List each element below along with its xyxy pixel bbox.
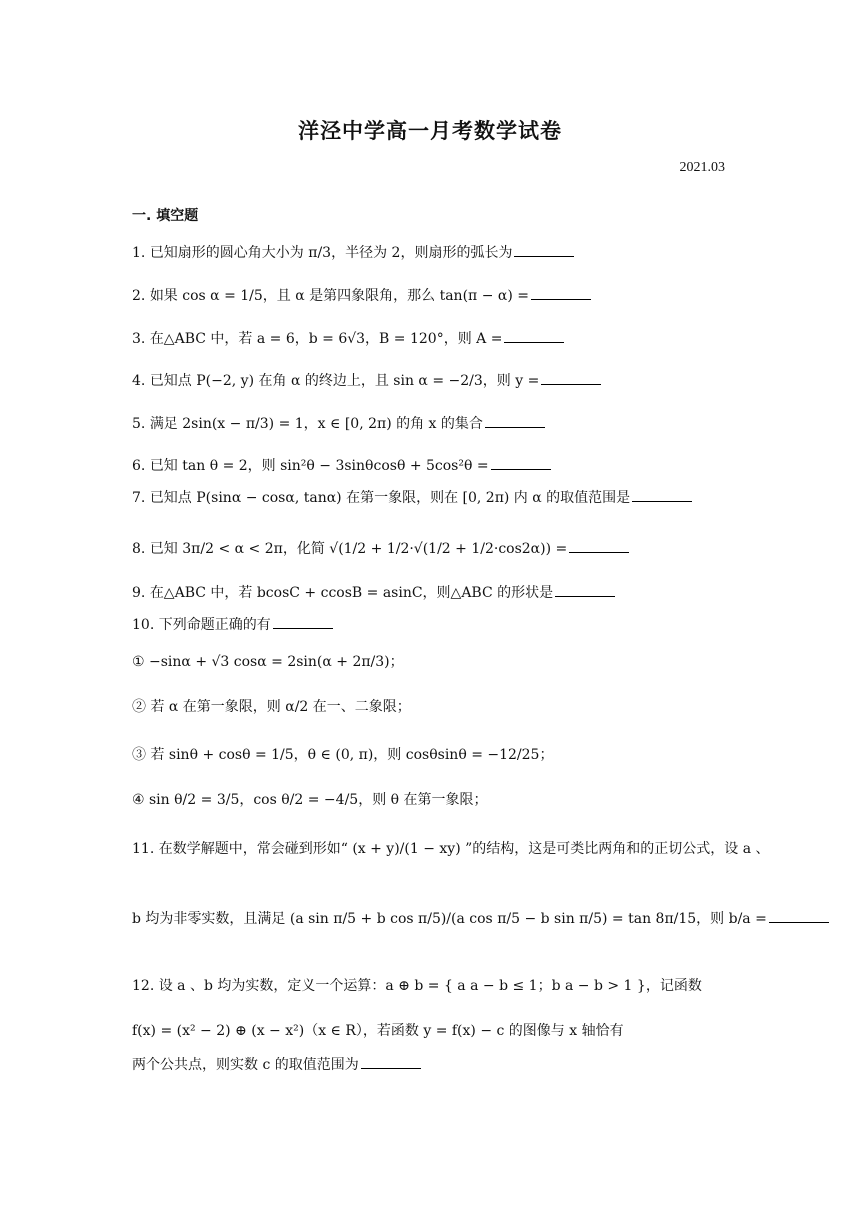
question-12-line-2: f(x) = (x² − 2) ⊕ (x − x²)（x ∈ R），若函数 y = f(x) − c 的图像与 x 轴恰有 [132, 1023, 624, 1039]
question-number: 10. [132, 617, 155, 633]
section-heading: 一. 填空题 [132, 208, 199, 224]
answer-blank [555, 582, 615, 597]
answer-blank [491, 455, 551, 470]
question-12-line-1: 12. 设 a 、b 均为实数，定义一个运算：a ⊕ b = { a a − b ≤ 1；b a − b > 1 }，记函数 [132, 978, 702, 994]
question-text: 在△ABC 中，若 a = 6，b = 6√3，B = 120°，则 A = [149, 331, 503, 347]
question-number: 4. [132, 373, 146, 389]
answer-blank [541, 370, 601, 385]
question-2 [132, 285, 591, 306]
question-1 [132, 242, 574, 263]
question-number: 1. [132, 245, 146, 261]
question-text: 如果 cos α = 1/5，且 α 是第四象限角，那么 tan(π − α) = [149, 288, 529, 304]
question-number: 7. [132, 490, 146, 506]
question-number: 5. [132, 416, 146, 432]
question-number: 8. [132, 541, 146, 557]
page-title: 洋泾中学高一月考数学试卷 [298, 119, 562, 143]
question-text: 已知 tan θ = 2，则 sin²θ − 3sinθcosθ + 5cos²θ = [149, 458, 489, 474]
question-11-line-1: 11. 在数学解题中，常会碰到形如“ (x + y)/(1 − xy) ”的结构，这是可类比两角和的正切公式，设 a 、 [132, 841, 770, 857]
question-6 [132, 455, 551, 476]
question-number: 6. [132, 458, 146, 474]
question-text: 两个公共点，则实数 c 的取值范围为 [132, 1057, 359, 1073]
question-text: 满足 2sin(x − π/3) = 1，x ∈ [0, 2π) 的角 x 的集合 [149, 416, 483, 432]
question-9 [132, 582, 615, 603]
answer-blank [769, 908, 829, 923]
question-4 [132, 370, 601, 391]
question-text: 下列命题正确的有 [158, 617, 271, 633]
option-4: ④ sin θ/2 = 3/5，cos θ/2 = −4/5，则 θ 在第一象限； [132, 792, 488, 808]
question-number: 3. [132, 331, 146, 347]
answer-blank [485, 413, 545, 428]
question-text: 已知点 P(−2, y) 在角 α 的终边上，且 sin α = −2/3，则 y = [149, 373, 540, 389]
answer-blank [514, 242, 574, 257]
question-12-line-3 [132, 1054, 421, 1074]
answer-blank [531, 285, 591, 300]
question-number: 9. [132, 585, 146, 601]
question-7 [132, 487, 692, 508]
question-8 [132, 538, 629, 559]
exam-date: 2021.03 [679, 160, 725, 175]
question-text: 已知 3π/2 < α < 2π，化简 √(1/2 + 1/2·√(1/2 + 1/2·cos2α)) = [149, 541, 568, 557]
question-text: 已知点 P(sinα − cosα, tanα) 在第一象限，则在 [0, 2π) 内 α 的取值范围是 [149, 490, 631, 506]
question-11-line-2 [132, 908, 829, 928]
answer-blank [632, 487, 692, 502]
answer-blank [569, 538, 629, 553]
question-3 [132, 328, 564, 349]
answer-blank [361, 1054, 421, 1069]
question-text: 已知扇形的圆心角大小为 π/3，半径为 2，则扇形的弧长为 [149, 245, 513, 261]
answer-blank [504, 328, 564, 343]
question-10 [132, 614, 333, 635]
question-number: 2. [132, 288, 146, 304]
option-1: ① −sinα + √3 cosα = 2sin(α + 2π/3)； [132, 654, 404, 670]
answer-blank [273, 614, 333, 629]
question-text: 在△ABC 中，若 bcosC + ccosB = asinC，则△ABC 的形状是 [149, 585, 554, 601]
question-5 [132, 413, 545, 434]
option-2: ② 若 α 在第一象限，则 α/2 在一、二象限； [132, 699, 411, 715]
option-3: ③ 若 sinθ + cosθ = 1/5，θ ∈ (0, π)，则 cosθsinθ = −12/25； [132, 747, 554, 763]
question-text: b 均为非零实数，且满足 (a sin π/5 + b cos π/5)/(a cos π/5 − b sin π/5) = tan 8π/15，则 b/a = [132, 911, 767, 927]
